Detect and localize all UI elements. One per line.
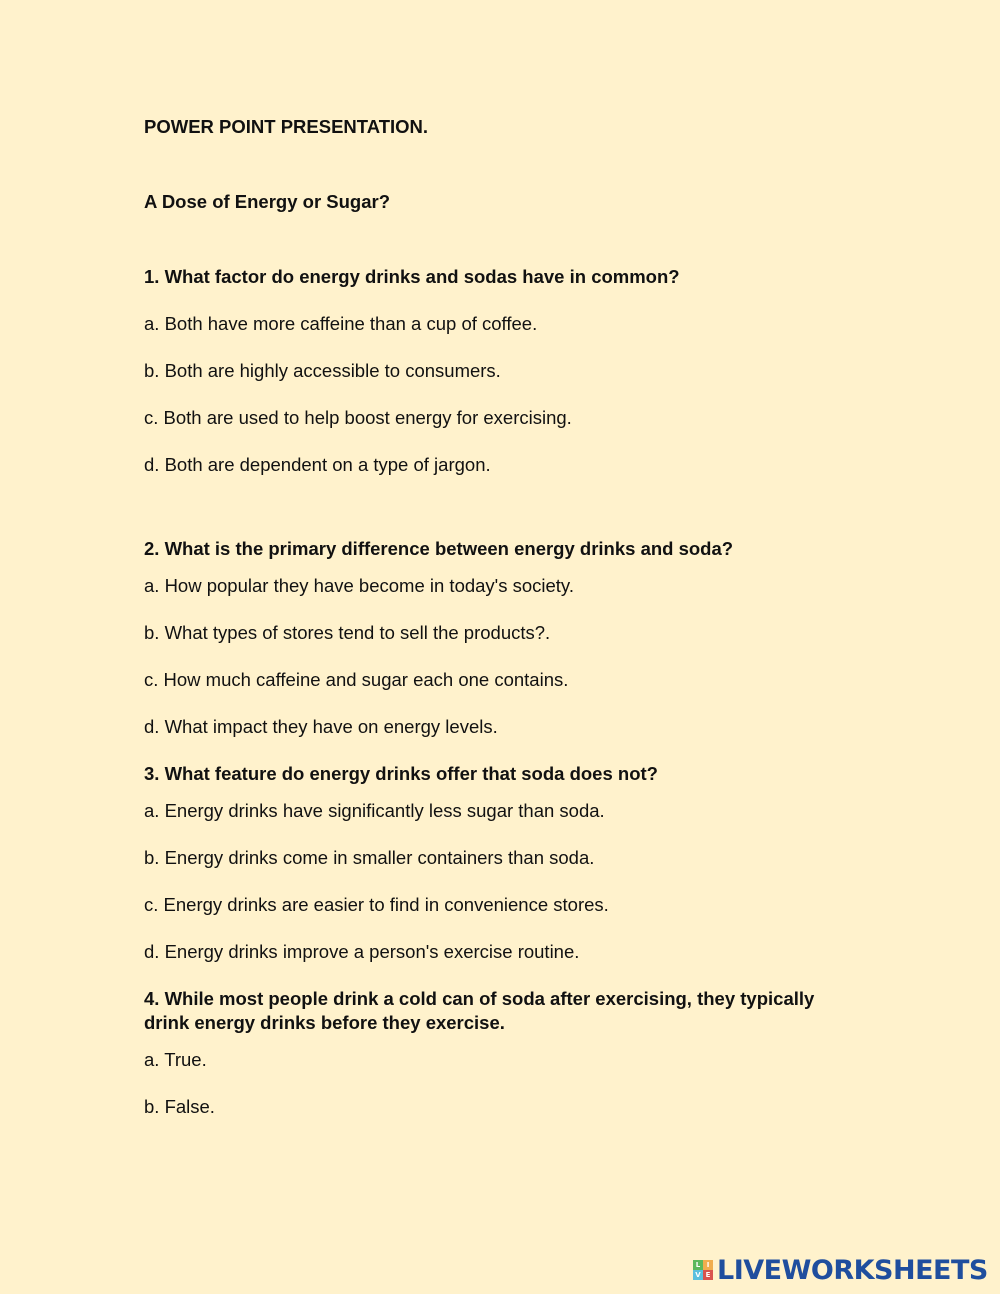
question-3: 3. What feature do energy drinks offer that soda does not?: [144, 763, 658, 784]
question-2-option-c[interactable]: c. How much caffeine and sugar each one contains.: [144, 669, 569, 690]
question-2: 2. What is the primary difference between energy drinks and soda?: [144, 538, 734, 559]
question-3-option-b[interactable]: b. Energy drinks come in smaller containers than soda.: [144, 847, 595, 868]
question-2-option-d[interactable]: d. What impact they have on energy levels.: [144, 716, 498, 737]
logo-cubes-icon: L I V E: [693, 1260, 713, 1280]
liveworksheets-logo[interactable]: [693, 1255, 988, 1285]
logo-text: LIVEWORKSHEETS: [717, 1254, 988, 1286]
worksheet-title: A Dose of Energy or Sugar?: [144, 191, 391, 212]
question-3-option-d[interactable]: d. Energy drinks improve a person's exercise routine.: [144, 941, 580, 962]
question-1-option-a[interactable]: a. Both have more caffeine than a cup of coffee.: [144, 313, 538, 334]
question-4-option-a[interactable]: a. True.: [144, 1049, 207, 1070]
question-2-option-a[interactable]: a. How popular they have become in today's society.: [144, 575, 574, 596]
question-1-option-b[interactable]: b. Both are highly accessible to consumers.: [144, 360, 501, 381]
question-4: 4. While most people drink a cold can of soda after exercising, they typically drink energy drinks before they exercise.: [144, 988, 815, 1033]
page-heading: POWER POINT PRESENTATION.: [144, 116, 429, 137]
question-1-option-c[interactable]: c. Both are used to help boost energy for exercising.: [144, 407, 572, 428]
question-3-option-a[interactable]: a. Energy drinks have significantly less sugar than soda.: [144, 800, 605, 821]
question-2-option-b[interactable]: b. What types of stores tend to sell the products?.: [144, 622, 551, 643]
question-1-option-d[interactable]: d. Both are dependent on a type of jargon.: [144, 454, 491, 475]
question-3-option-c[interactable]: c. Energy drinks are easier to find in convenience stores.: [144, 894, 609, 915]
question-1: 1. What factor do energy drinks and sodas have in common?: [144, 266, 680, 287]
question-4-option-b[interactable]: b. False.: [144, 1096, 215, 1117]
